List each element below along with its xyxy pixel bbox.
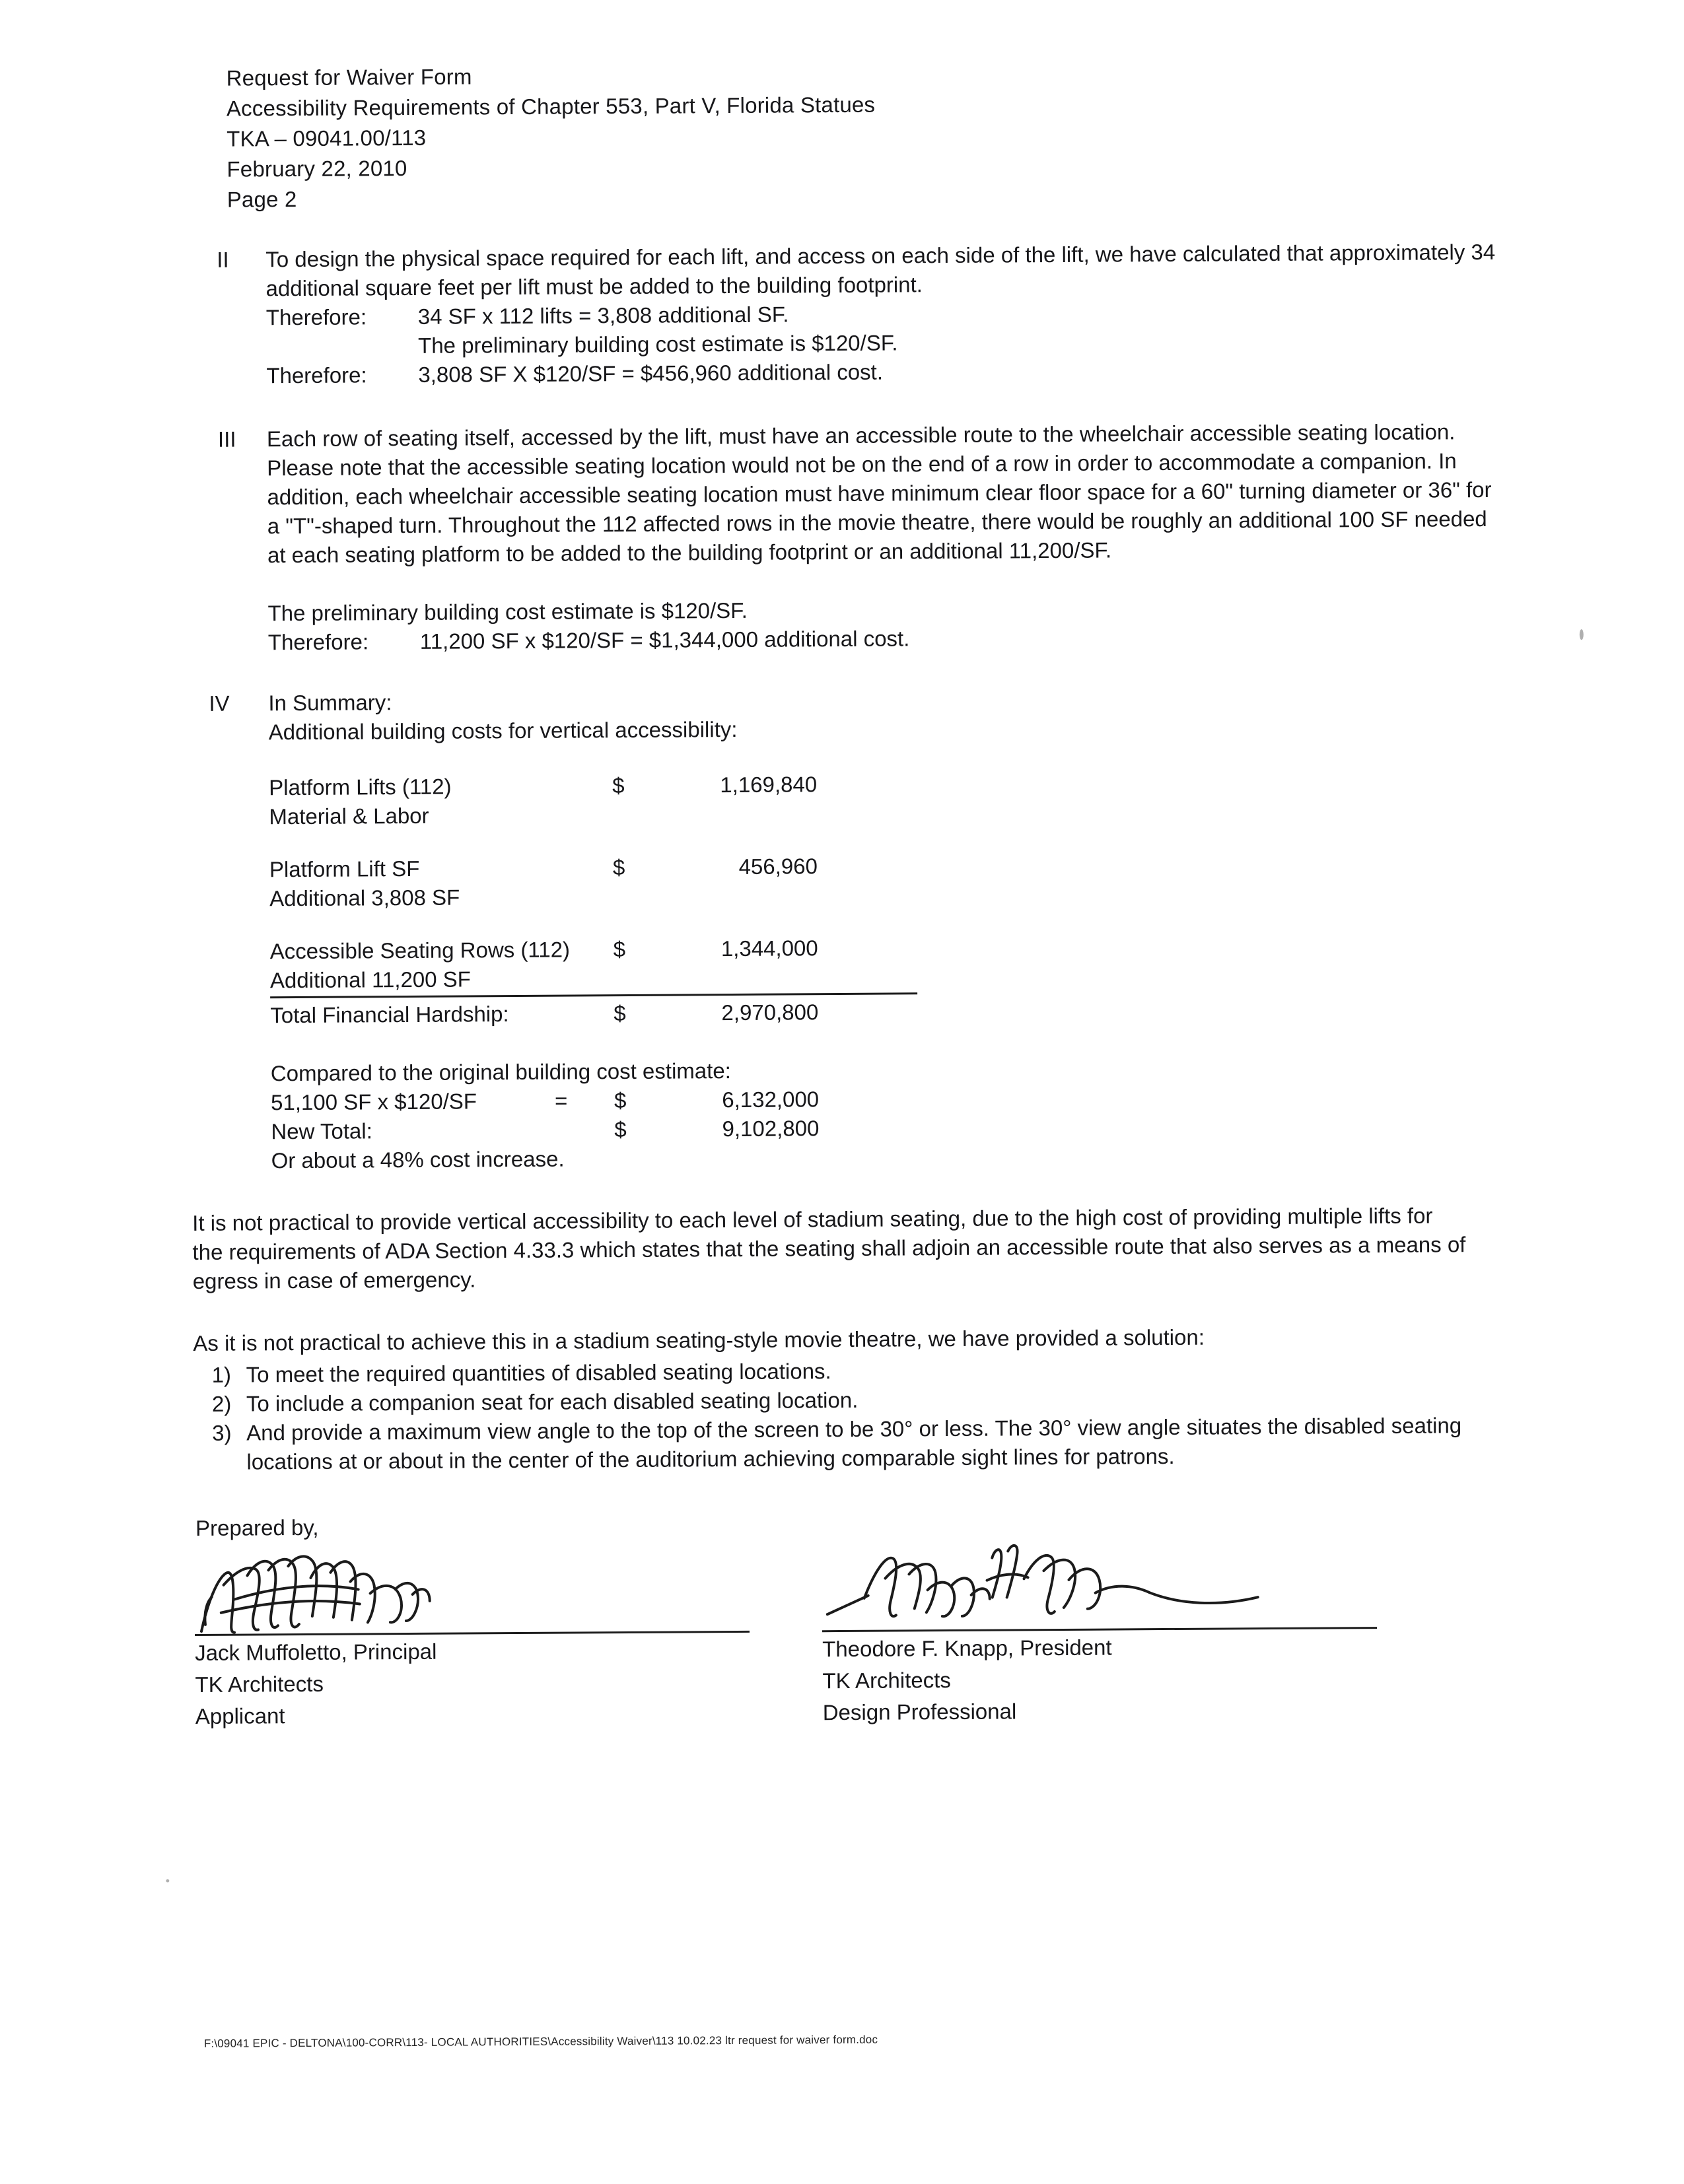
comparison-block	[271, 1055, 998, 1176]
table-row	[269, 769, 929, 802]
scan-speck	[166, 1879, 169, 1882]
estimate-label	[266, 331, 418, 361]
letter-header	[226, 55, 1506, 215]
row-description: Accessible Seating Rows (112)	[270, 935, 614, 966]
list-item	[193, 1411, 1469, 1477]
section-iii	[194, 417, 1510, 658]
row-description-2: Material & Labor	[269, 800, 612, 831]
document-body	[192, 55, 1516, 1740]
therefore-label-2: Therefore:	[266, 360, 418, 390]
row-currency: $	[612, 771, 652, 800]
solution-list	[193, 1353, 1468, 1477]
signature-mark-icon	[194, 1536, 750, 1638]
summary-subtitle: Additional building costs for vertical accessibility:	[269, 710, 1510, 747]
comparison-newtotal-currency: $	[614, 1115, 654, 1144]
signature-left	[194, 1558, 750, 1731]
comparison-equals: =	[555, 1086, 614, 1116]
prepared-by-label: Prepared by,	[195, 1506, 1515, 1543]
section-ii-numeral: II	[193, 245, 266, 391]
signature-line-right	[822, 1554, 1377, 1632]
row-currency: $	[614, 935, 653, 964]
list-text: To meet the required quantities of disabled seating locations.	[246, 1353, 1467, 1389]
signature-mark-icon	[822, 1532, 1377, 1634]
section-iii-body	[267, 417, 1510, 657]
comparison-newtotal-amount: 9,102,800	[654, 1114, 819, 1144]
closing-paragraph-1-wrap	[192, 1201, 1467, 1296]
cost-summary-table	[269, 769, 930, 1030]
therefore-value-3: 11,200 SF x $120/SF = $1,344,000 additional cost.	[420, 621, 1510, 656]
signature-role-left: Applicant	[195, 1696, 750, 1731]
table-row	[269, 851, 930, 884]
section-iv-numeral: IV	[195, 689, 269, 747]
table-row-sub	[270, 962, 930, 998]
closing-paragraph-2: As it is not practical to achieve this in a stadium seating-style movie theatre, we have provided a solution:	[193, 1321, 1467, 1358]
total-row	[270, 997, 930, 1030]
signature-right	[822, 1554, 1378, 1727]
header-line-date: February 22, 2010	[227, 147, 1506, 185]
table-row	[270, 933, 930, 966]
list-text: To include a companion seat for each disabled seating location.	[246, 1382, 1468, 1418]
signature-company-left: TK Architects	[195, 1664, 750, 1699]
signature-line-left	[194, 1558, 750, 1636]
section-ii-paragraph: To design the physical space required for each lift, and access on each side of the lift, we have calculated that approximately 34 additional square feet per lift must be added to the building footprint.	[265, 238, 1508, 303]
row-currency: $	[613, 853, 652, 882]
therefore-value: 34 SF x 112 lifts = 3,808 additional SF.	[418, 296, 1508, 331]
row-amount: 456,960	[652, 852, 818, 882]
section-iii-numeral: III	[194, 425, 268, 658]
estimate-value: The preliminary building cost estimate is $120/SF.	[418, 325, 1508, 360]
comparison-equals-blank	[555, 1115, 614, 1145]
comparison-original-currency: $	[614, 1086, 654, 1115]
comparison-intro: Compared to the original building cost estimate:	[271, 1055, 997, 1089]
total-amount: 2,970,800	[653, 998, 818, 1028]
comparison-original-row	[271, 1084, 997, 1118]
header-line-project-number: TKA – 09041.00/113	[227, 116, 1506, 154]
row-description-2: Additional 3,808 SF	[269, 882, 613, 913]
signature-company-right: TK Architects	[822, 1660, 1377, 1695]
list-text: And provide a maximum view angle to the top of the screen to be 30° or less. The 30° view angle situates the disabled seating locations at or about in the center of the auditorium achieving comparable sight lines for patrons.	[246, 1411, 1469, 1476]
estimate-value-3: The preliminary building cost estimate is $120/SF.	[267, 592, 1509, 628]
signature-role-right: Design Professional	[823, 1692, 1378, 1727]
comparison-original-label: 51,100 SF x $120/SF	[271, 1087, 555, 1118]
comparison-note: Or about a 48% cost increase.	[271, 1142, 998, 1176]
therefore-value-2: 3,808 SF X $120/SF = $456,960 additional cost.	[418, 354, 1508, 390]
comparison-newtotal-label: New Total:	[271, 1116, 555, 1147]
signature-name-right: Theodore F. Knapp, President	[822, 1629, 1377, 1664]
row-description: Platform Lifts (112)	[269, 771, 612, 802]
table-row-sub	[269, 798, 929, 831]
signature-block	[201, 1553, 1516, 1740]
signature-name-left: Jack Muffoletto, Principal	[195, 1633, 750, 1668]
scan-speck	[1580, 629, 1584, 640]
section-ii	[193, 238, 1508, 391]
closing-paragraph-2-wrap	[193, 1321, 1468, 1477]
list-marker: 2)	[193, 1390, 246, 1419]
row-description: Platform Lift SF	[269, 853, 613, 884]
section-iii-paragraph: Each row of seating itself, accessed by the lift, must have an accessible route to the wheelchair accessible seating location. Please note that the accessible seating location would not be on the end of a row in order to accommodate a companion. In addition, each wheelchair accessible seating location must have minimum clear floor space for a 60" turning diameter or 36" for a "T"-shaped turn. Throughout the 112 affected rows in the movie theatre, there would be roughly an additional 100 SF needed at each seating platform to be added to the building footprint or an additional 11,200/SF.	[267, 417, 1509, 570]
row-amount: 1,169,840	[652, 770, 817, 800]
comparison-newtotal-row	[271, 1113, 997, 1147]
footer-file-path: F:\09041 EPIC - DELTONA\100-CORR\113- LOCAL AUTHORITIES\Accessibility Waiver\113 10.02.23 ltr request for waiver form.doc	[204, 2033, 878, 2051]
list-marker: 3)	[193, 1419, 247, 1477]
section-ii-body	[265, 238, 1508, 390]
total-currency: $	[614, 999, 653, 1028]
summary-title: In Summary:	[268, 681, 1510, 718]
section-iv-body	[268, 681, 1510, 747]
comparison-original-amount: 6,132,000	[654, 1085, 819, 1115]
closing-paragraph-1: It is not practical to provide vertical accessibility to each level of stadium seating, due to the high cost of providing multiple lifts for the requirements of ADA Section 4.33.3 which states that the seating shall adjoin an accessible route that also serves as a means of egress in case of emergency.	[192, 1201, 1467, 1296]
therefore-label-3: Therefore:	[268, 627, 420, 657]
row-description-2: Additional 11,200 SF	[270, 962, 917, 998]
therefore-label: Therefore:	[266, 302, 418, 332]
list-marker: 1)	[193, 1361, 246, 1390]
section-iv	[195, 681, 1510, 747]
header-line-title: Request for Waiver Form	[226, 55, 1506, 94]
total-label: Total Financial Hardship:	[270, 999, 614, 1030]
row-amount: 1,344,000	[653, 934, 818, 964]
header-line-subject: Accessibility Requirements of Chapter 553, Part V, Florida Statues	[227, 86, 1506, 124]
table-row-sub	[269, 880, 930, 913]
header-line-page: Page 2	[227, 177, 1507, 215]
